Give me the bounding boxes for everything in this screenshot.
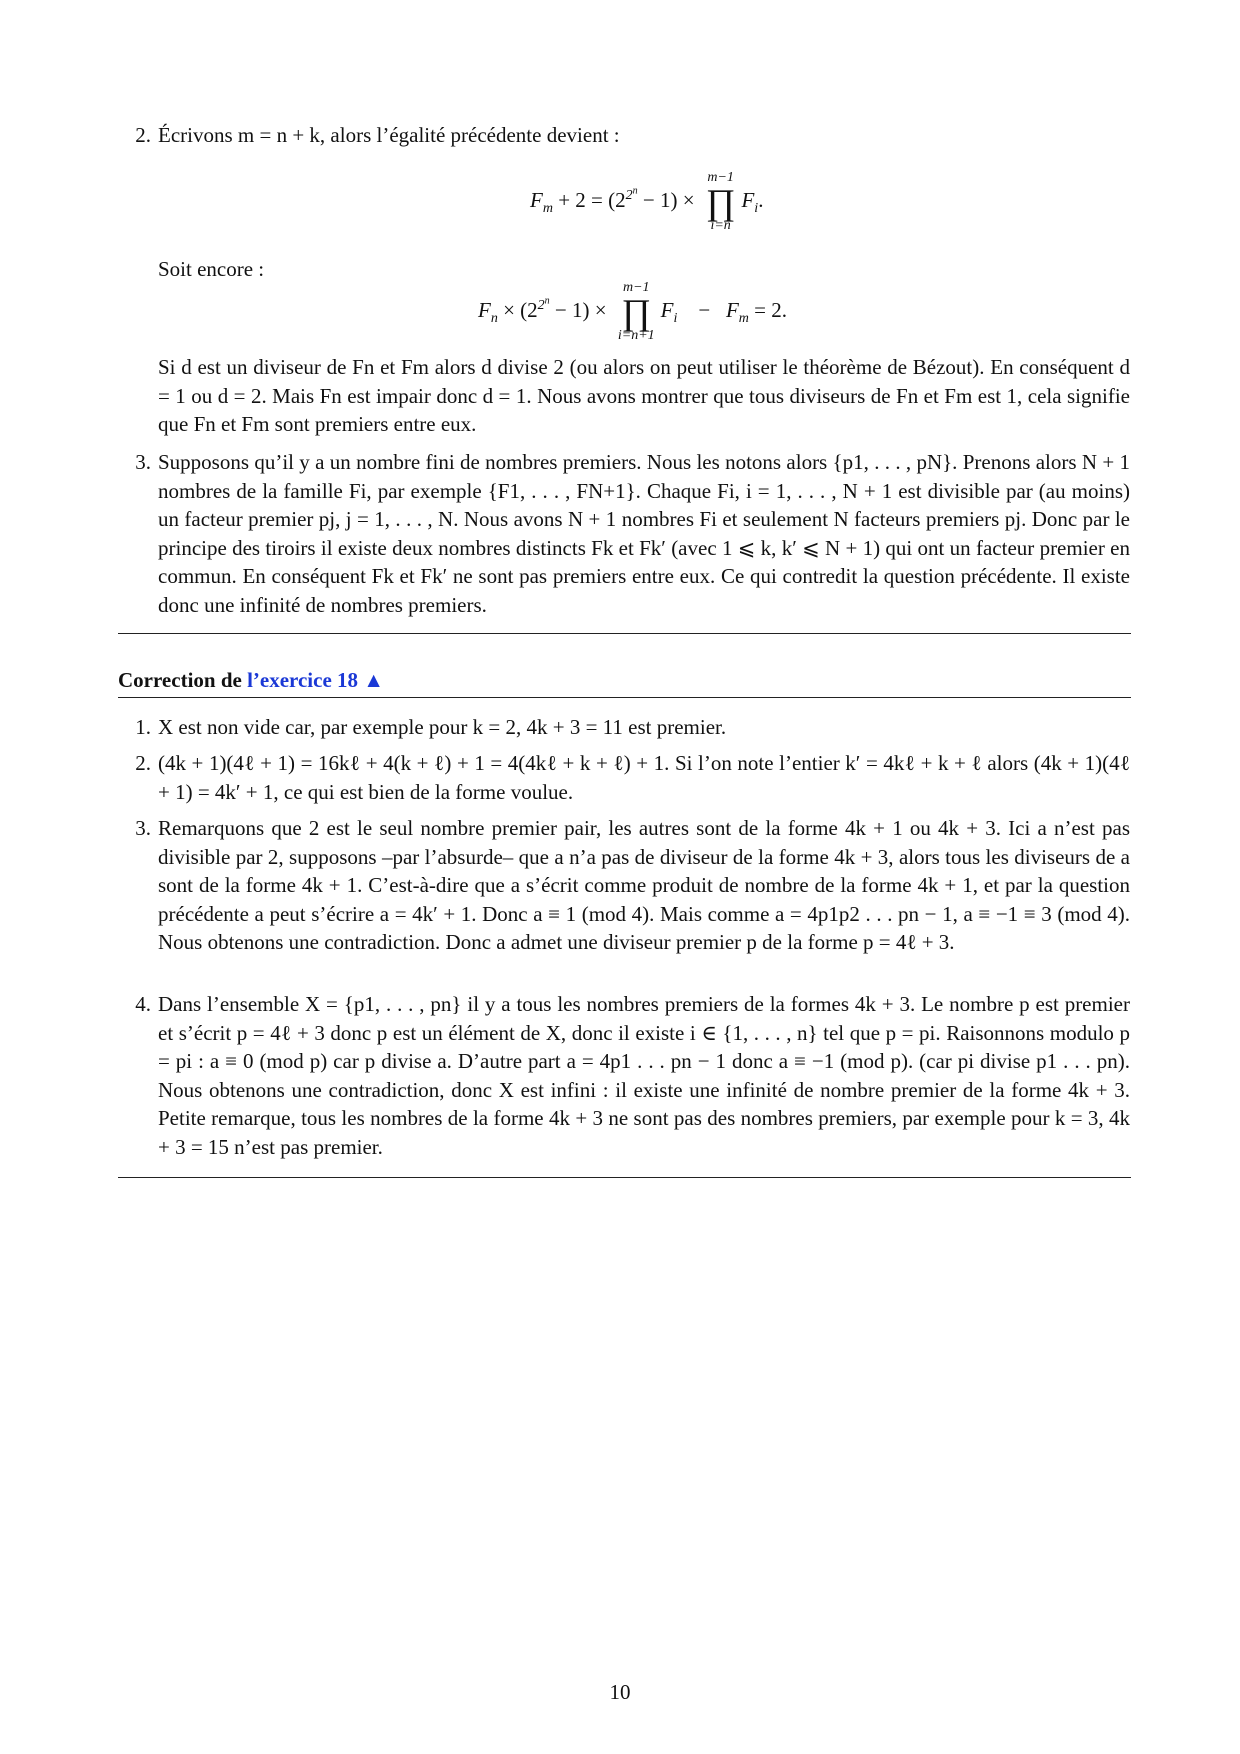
item-number: 4. (135, 992, 151, 1016)
product-symbol: m−1 ∏ i=n+1 (617, 280, 655, 343)
item-text: (4k + 1)(4ℓ + 1) = 16kℓ + 4(k + ℓ) + 1 = 4(4kℓ + k + ℓ) + 1. Si l’on note l’entier k′ = 4kℓ + k + ℓ alors (4k + 1)(4ℓ + 1) = 4k′ + 1, ce qui est bien de la forme voulue. (158, 751, 1130, 804)
exercise-link[interactable]: l’exercice 18 ▲ (247, 668, 385, 692)
soit-encore-text: Soit encore : (158, 257, 265, 281)
heading-prefix: Correction de (118, 668, 248, 692)
correction-item-3 (135, 814, 1130, 957)
item-text: Dans l’ensemble X = {p1, . . . , pn} il y a tous les nombres premiers de la formes 4k + 3. Le nombre p est premier et s’écrit p = 4ℓ + 3 donc p est un élément de X, donc il existe i ∈ {1, . . . , n} tel que p = pi. Raisonnons modulo p = pi : a ≡ 0 (mod p) car p divise a. D’autre part a = 4p1 . . . pn − 1 donc a ≡ −1 (mod p). (car pi divise p1 . . . pn). Nous obtenons une contradiction, donc X est infini : il existe une infinité de nombre premier de la forme 4k + 3. Petite remarque, tous les nombres de la forme 4k + 3 ne sont pas des nombres premiers, par exemple pour k = 3, 4k + 3 = 15 n’est pas premier. (158, 992, 1130, 1159)
paragraph-text: Si d est un diviseur de Fn et Fm alors d divise 2 (ou alors on peut utiliser le théorème de Bézout). En conséquent d = 1 ou d = 2. Mais Fn est impair donc d = 1. Nous avons montrer que tous diviseurs de Fn et Fm est 1, cela signifie que Fn et Fm sont premiers entre eux. (158, 355, 1130, 436)
separator-rule (118, 1177, 1131, 1178)
item-number: 1. (135, 715, 151, 739)
list-item (135, 448, 1130, 619)
item-number: 2. (135, 123, 151, 147)
page-number: 10 (609, 1680, 631, 1704)
equation-2: $F_n \times (2^{2^n} - 1)$ × m−1 ∏ i=n+1 $F_i$ − $F_m = 2$. (478, 280, 788, 343)
correction-item-1 (135, 713, 1130, 742)
item-intro-line: Écrivons m = n + k, alors l’égalité précédente devient : (158, 123, 620, 147)
list-item (135, 121, 1130, 150)
equation-1: $F_m + 2 = (2^{2^n} - 1)$ × m−1 ∏ i=n $F_i$. (530, 170, 764, 233)
heading-underline (118, 697, 1131, 698)
item-number: 3. (135, 816, 151, 840)
correction-heading (118, 668, 384, 693)
item-text: X est non vide car, par exemple pour k = 2, 4k + 3 = 11 est premier. (158, 715, 727, 739)
item-number: 2. (135, 751, 151, 775)
item-number: 3. (135, 450, 151, 474)
correction-item-2 (135, 749, 1130, 806)
separator-rule (118, 633, 1131, 634)
product-symbol: m−1 ∏ i=n (705, 170, 736, 233)
item-text: Remarquons que 2 est le seul nombre premier pair, les autres sont de la forme 4k + 1 ou 4k + 3. Ici a n’est pas divisible par 2, supposons –par l’absurde– que a n’a pas de diviseur de la forme 4k + 3, alors tous les diviseurs de a sont de la forme 4k + 1. C’est-à-dire que a s’écrit comme produit de nombre de la forme 4k + 1, et par la question précédente a peut s’écrire a = 4k′ + 1. Donc a ≡ 1 (mod 4). Mais comme a = 4p1p2 . . . pn − 1, a ≡ −1 ≡ 3 (mod 4). Nous obtenons une contradiction. Donc a admet une diviseur premier p de la forme p = 4ℓ + 3. (158, 816, 1130, 954)
correction-item-4 (135, 990, 1130, 1161)
item-text: Supposons qu’il y a un nombre fini de nombres premiers. Nous les notons alors {p1, . . . , pN}. Prenons alors N + 1 nombres de la famille Fi, par exemple {F1, . . . , FN+1}. Chaque Fi, i = 1, . . . , N + 1 est divisible par (au moins) un facteur premier pj, j = 1, . . . , N. Nous avons N + 1 nombres Fi et seulement N facteurs premiers pj. Donc par le principe des tiroirs il existe deux nombres distincts Fk et Fk′ (avec 1 ⩽ k, k′ ⩽ N + 1) qui ont un facteur premier en commun. En conséquent Fk et Fk′ ne sont pas premiers entre eux. Ce qui contredit la question précédente. Il existe donc une infinité de nombres premiers. (158, 450, 1130, 617)
paragraph-gcd (158, 353, 1130, 439)
